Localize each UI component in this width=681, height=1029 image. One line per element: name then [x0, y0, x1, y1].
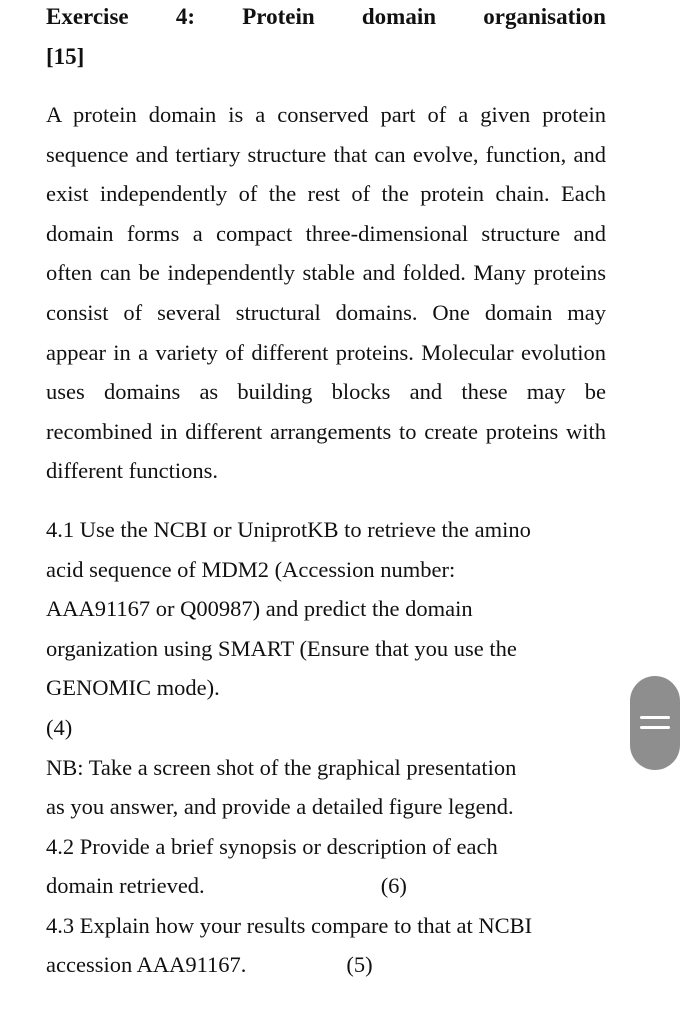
question-marks: (6) [380, 873, 407, 899]
question-4-3 [46, 906, 606, 985]
title-word: Protein [242, 4, 315, 29]
document-page [46, 0, 606, 985]
note-line: as you answer, and provide a detailed figure legend. [46, 794, 514, 820]
question-line: accession AAA91167. [46, 952, 247, 978]
note-line: NB: Take a screen shot of the graphical presentation [46, 754, 517, 780]
nb-note [46, 748, 606, 827]
question-line: AAA91167 or Q00987) and predict the domain [46, 596, 473, 622]
question-line: 4.2 Provide a brief synopsis or description of each [46, 833, 498, 859]
question-4-1 [46, 510, 606, 748]
question-line-with-marks [46, 866, 606, 906]
grip-line [640, 716, 670, 719]
question-line: GENOMIC mode). [46, 675, 220, 701]
question-line: organization using SMART (Ensure that you use the [46, 635, 517, 661]
title-marks: [15] [46, 43, 85, 69]
title-word: 4: [175, 4, 196, 29]
question-line: acid sequence of MDM2 (Accession number: [46, 556, 456, 582]
question-line: domain retrieved. [46, 873, 205, 899]
question-4-2 [46, 827, 606, 906]
grip-line [640, 726, 670, 729]
exercise-title [46, 0, 606, 76]
title-line-1 [46, 0, 606, 37]
intro-paragraph: A protein domain is a conserved part of a given protein sequence and tertiary structure that can evolve, function, and exist independently of the rest of the protein chain. Each domain forms a compact three-dimensional structure and often can be independently stable and folded. Many proteins consist of several structural domains. One domain may appear in a variety of different proteins. Molecular evolution uses domains as building blocks and these may be recombined in different arrangements to create proteins with different functions. [46, 102, 606, 484]
title-word: organisation [483, 4, 606, 29]
question-line: 4.3 Explain how your results compare to that at NCBI [46, 912, 533, 938]
question-line: 4.1 Use the NCBI or UniprotKB to retrieve the amino [46, 516, 531, 542]
title-word: domain [361, 4, 437, 29]
scroll-handle[interactable] [630, 676, 680, 770]
question-marks: (5) [346, 952, 373, 978]
question-marks: (4) [46, 714, 73, 740]
title-word: Exercise [46, 4, 129, 29]
question-line-with-marks [46, 945, 606, 985]
